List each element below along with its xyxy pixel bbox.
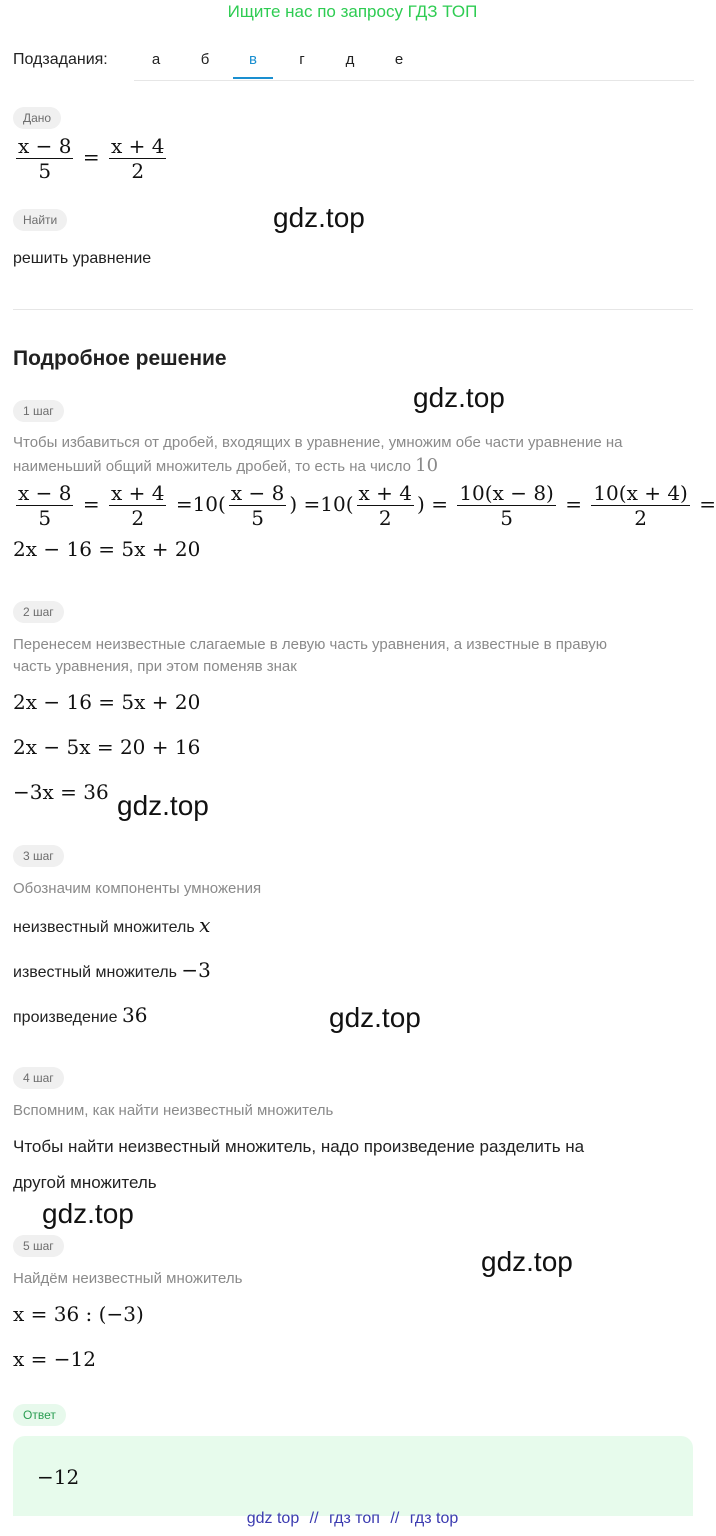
step-2-hint-line-2: часть уравнения, при этом поменяв знак bbox=[13, 658, 297, 675]
step-1-hint-number: 10 bbox=[415, 455, 439, 476]
step-3-value-product: 36 bbox=[121, 1003, 148, 1027]
chain-f3-num: x − 8 bbox=[230, 481, 285, 505]
watermark: gdz.top bbox=[481, 1246, 573, 1277]
footer-link-gdz-top-mixed[interactable]: гдз top bbox=[409, 1510, 459, 1527]
chain-f5-den: 5 bbox=[500, 506, 513, 530]
step-4-rule-line-1: Чтобы найти неизвестный множитель, надо произведение разделить на bbox=[13, 1137, 585, 1156]
step-5-hint: Найдём неизвестный множитель bbox=[13, 1270, 243, 1287]
step-3-hint: Обозначим компоненты умножения bbox=[13, 880, 262, 897]
given-rhs-numerator: x + 4 bbox=[110, 134, 165, 158]
step-3-item-known: известный множитель −3 bbox=[13, 958, 211, 982]
step-2-line-1: 2x − 16 = 5x + 20 bbox=[13, 690, 201, 714]
tab-d[interactable]: д bbox=[345, 51, 355, 68]
watermark: gdz.top bbox=[42, 1198, 134, 1229]
tab-a[interactable]: а bbox=[151, 51, 161, 68]
find-text: решить уравнение bbox=[13, 250, 152, 267]
search-banner: Ищите нас по запросу ГДЗ ТОП bbox=[227, 2, 478, 21]
chain-f2-den: 2 bbox=[131, 506, 145, 530]
tab-b[interactable]: б bbox=[200, 51, 210, 68]
subtask-tabs bbox=[134, 40, 694, 81]
given-equation: $\frac{x - 8}{5}$ = $\frac{x + 4}{2}$ bbox=[18, 134, 165, 183]
step-2-line-2: 2x − 5x = 20 + 16 bbox=[13, 735, 201, 759]
chain-f3-den: 5 bbox=[251, 506, 264, 530]
step-3-value-unknown: x bbox=[199, 913, 211, 937]
tab-v[interactable]: в bbox=[233, 40, 273, 79]
answer-value: −12 bbox=[37, 1465, 80, 1489]
step-2-line-3: −3x = 36 bbox=[13, 780, 109, 804]
footer-link-gdz-top[interactable]: gdz top bbox=[246, 1510, 300, 1527]
step-1-hint-line-2: наименьший общий множитель дробей, то есть на число 10 bbox=[13, 455, 439, 476]
step-4-badge: 4 шаг bbox=[13, 1067, 64, 1089]
subtasks-label: Подзадания: bbox=[13, 51, 108, 68]
step-2-badge: 2 шаг bbox=[13, 601, 64, 623]
tab-g[interactable]: г bbox=[299, 51, 305, 68]
answer-box bbox=[13, 1436, 693, 1516]
step-5-line-2: x = −12 bbox=[13, 1347, 96, 1371]
watermark: gdz.top bbox=[273, 202, 365, 233]
step-3-item-product: произведение 36 bbox=[13, 1003, 148, 1027]
footer-separator: // bbox=[309, 1510, 319, 1527]
divider bbox=[13, 309, 693, 310]
footer-separator: // bbox=[390, 1510, 400, 1527]
step-5-badge: 5 шаг bbox=[13, 1235, 64, 1257]
step-4-rule-line-2: другой множитель bbox=[13, 1173, 157, 1192]
chain-f1-den: 5 bbox=[38, 506, 52, 530]
step-4-hint: Вспомним, как найти неизвестный множитель bbox=[13, 1102, 334, 1119]
step-3-badge: 3 шаг bbox=[13, 845, 64, 867]
chain-f4-den: 2 bbox=[378, 506, 392, 530]
given-rhs-denominator: 2 bbox=[131, 159, 145, 183]
watermark: gdz.top bbox=[329, 1002, 421, 1033]
footer-link-gdz-top-ru[interactable]: гдз топ bbox=[329, 1510, 380, 1527]
step-1-result: 2x − 16 = 5x + 20 bbox=[13, 537, 201, 561]
watermark: gdz.top bbox=[413, 382, 505, 413]
tab-e[interactable]: е bbox=[394, 51, 404, 68]
chain-f6-den: 2 bbox=[634, 506, 647, 530]
watermark: gdz.top bbox=[117, 790, 209, 821]
step-3-value-known: −3 bbox=[181, 958, 211, 982]
find-badge: Найти bbox=[13, 209, 67, 231]
step-2-hint-line-1: Перенесем неизвестные слагаемые в левую часть уравнения, а известные в правую bbox=[13, 636, 607, 653]
chain-f6-num: 10(x + 4) bbox=[593, 481, 688, 505]
chain-coef-2: 10 bbox=[320, 492, 346, 516]
step-1-hint-line-1: Чтобы избавиться от дробей, входящих в уравнение, умножим обе части уравнение на bbox=[13, 434, 623, 451]
answer-badge: Ответ bbox=[13, 1404, 66, 1426]
given-badge: Дано bbox=[13, 107, 61, 129]
step-1-badge: 1 шаг bbox=[13, 400, 64, 422]
chain-f4-num: x + 4 bbox=[358, 481, 413, 505]
step-1-chain: $\frac{x - 8}{5}$ = $\frac{x + 4}{2}$ =10( $\frac{x - 8}{5}$ ) =10( $\frac{x + 4}{2}$ ) = $\frac{10(x - 8)}{5}$ = $\frac{10(x + 4)}{2}$ = bbox=[18, 481, 716, 530]
chain-coef-1: 10 bbox=[192, 492, 219, 516]
given-lhs-denominator: 5 bbox=[38, 159, 52, 183]
solution-title: Подробное решение bbox=[13, 347, 227, 370]
chain-f1-num: x − 8 bbox=[18, 481, 72, 505]
step-5-line-1: x = 36 : (−3) bbox=[13, 1302, 144, 1326]
chain-f5-num: 10(x − 8) bbox=[459, 481, 554, 505]
footer-links bbox=[0, 1510, 705, 1528]
chain-f2-num: x + 4 bbox=[110, 481, 165, 505]
step-3-item-unknown: неизвестный множитель x bbox=[13, 913, 211, 937]
given-lhs-numerator: x − 8 bbox=[18, 134, 72, 158]
